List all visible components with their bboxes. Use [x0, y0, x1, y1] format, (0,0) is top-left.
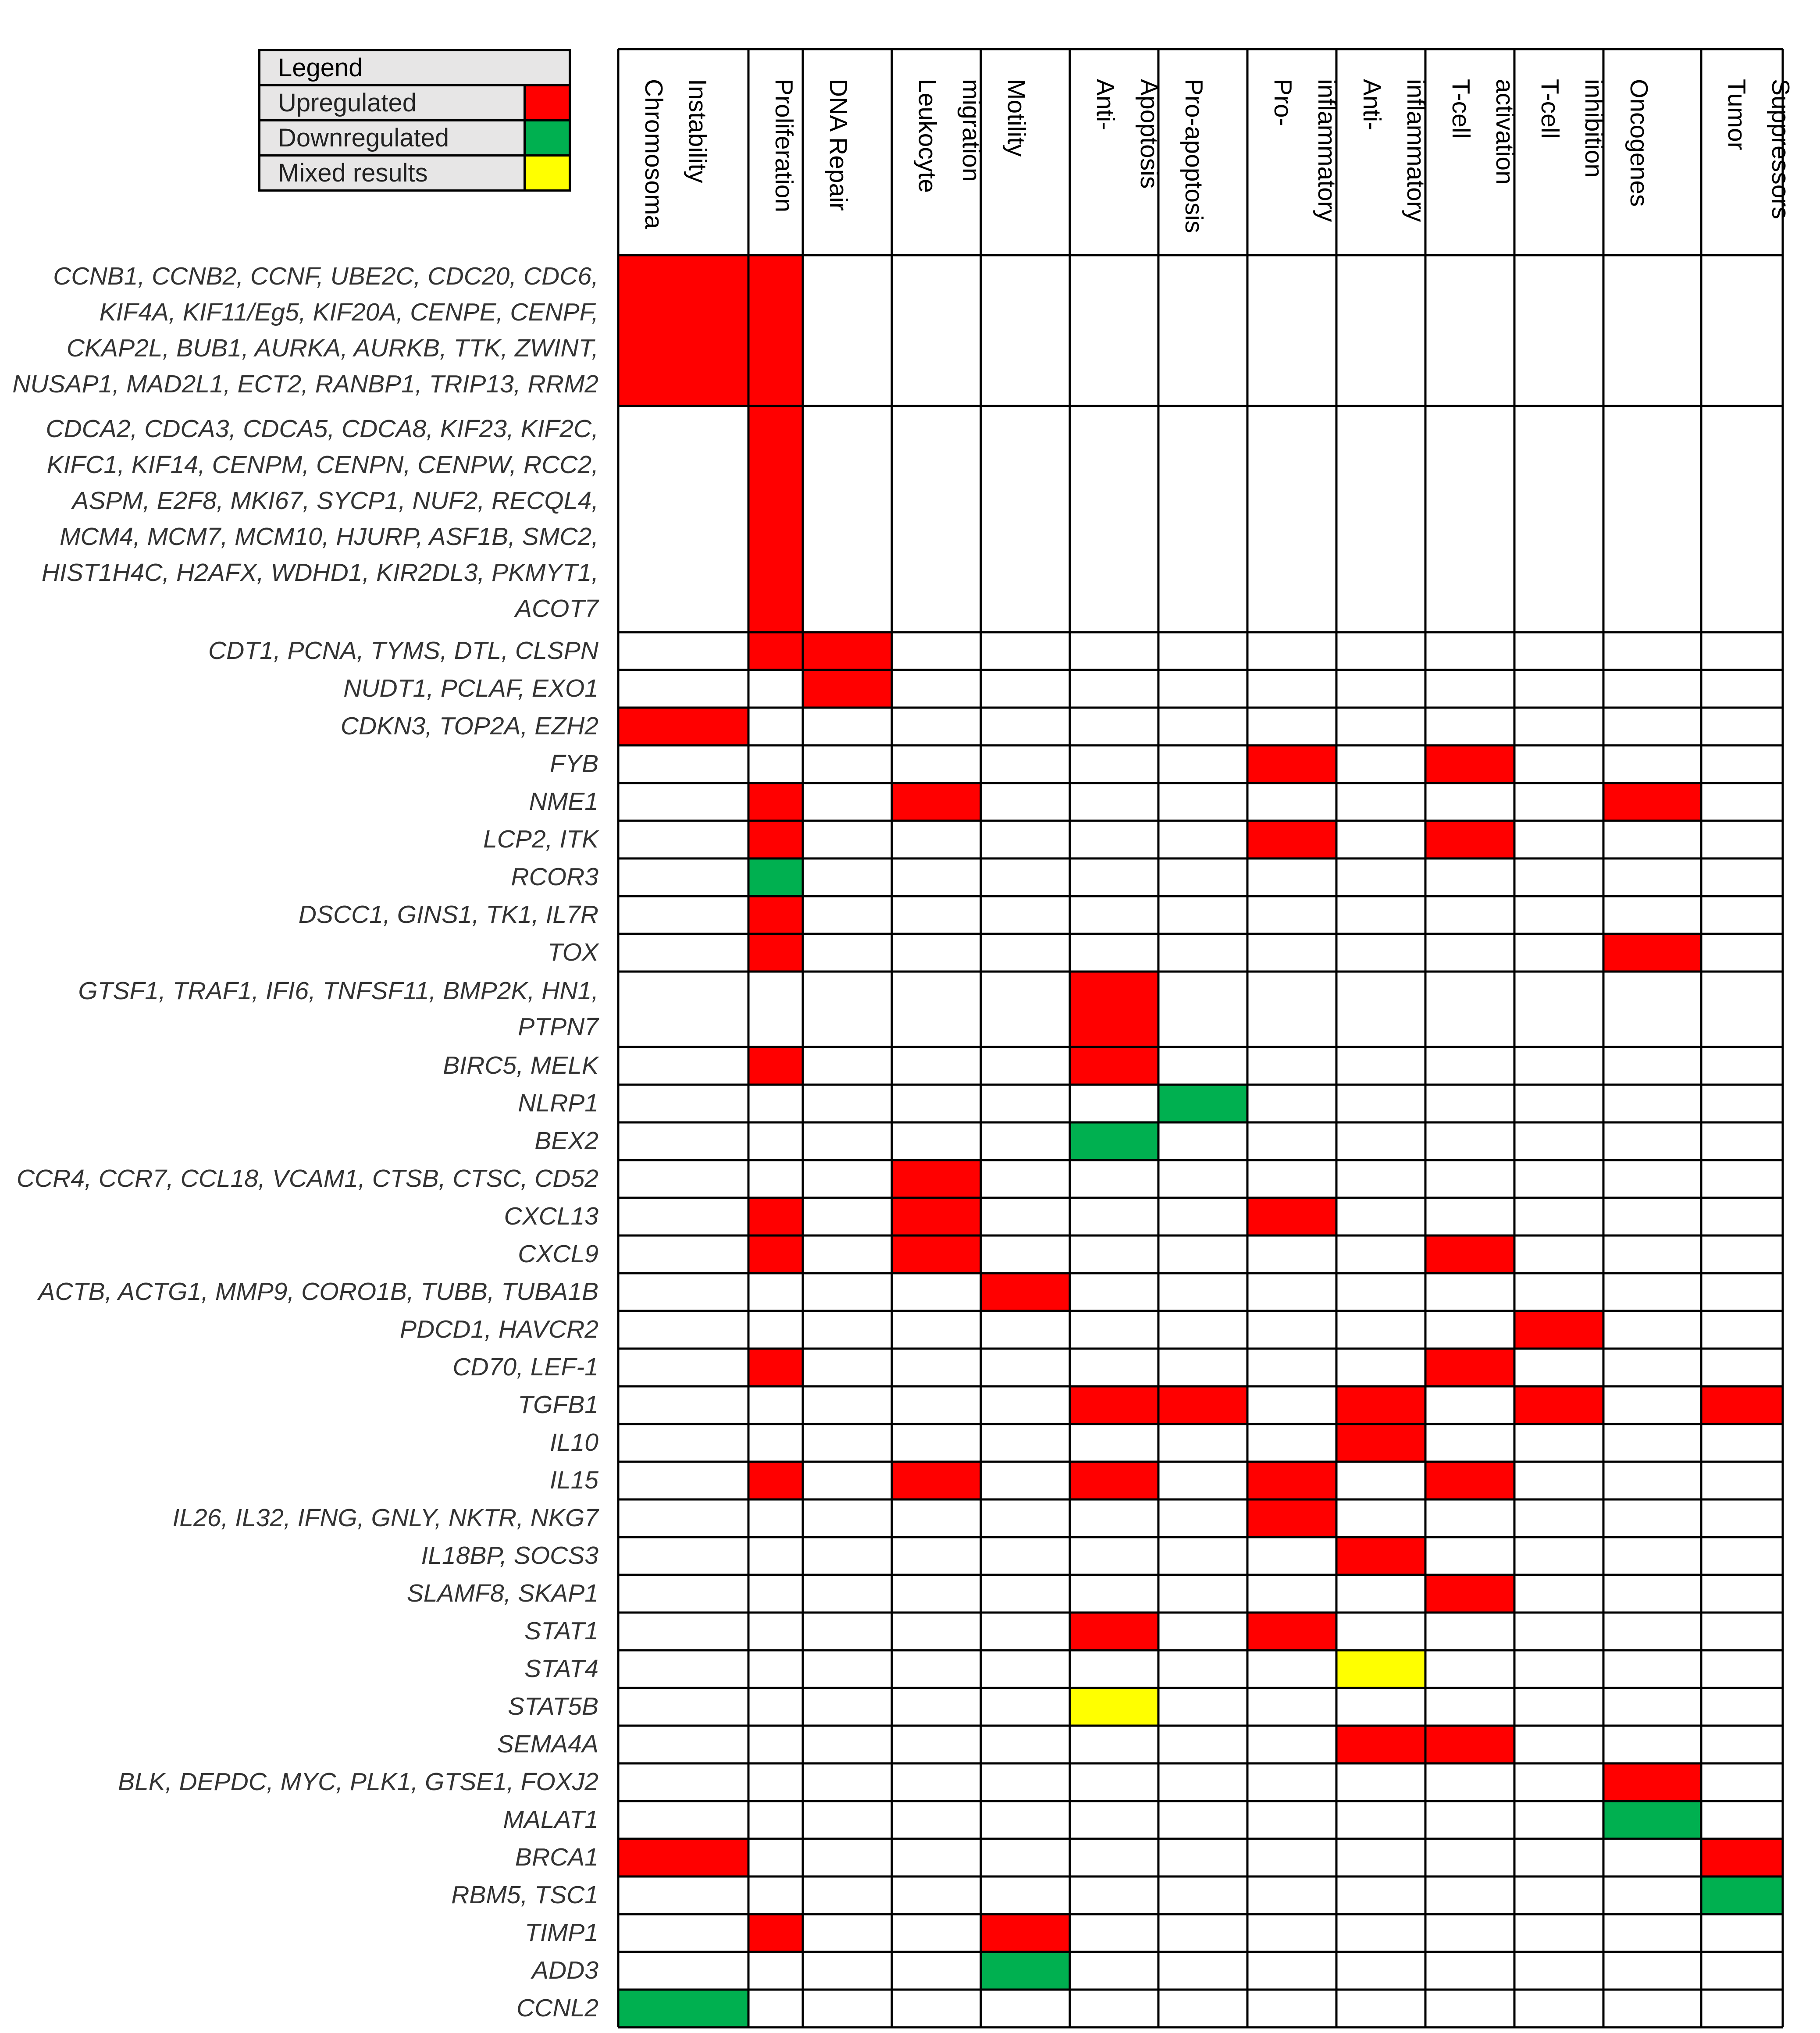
row-gene-label: DSCC1, GINS1, TK1, IL7R: [298, 901, 598, 929]
heatmap-cell: [892, 1462, 981, 1499]
heatmap-cell: [803, 670, 892, 708]
column-header-label: migration: [957, 79, 985, 182]
heatmap-cell: [1247, 1462, 1336, 1499]
column-header-label: Motility: [1002, 79, 1030, 157]
heatmap-cell: [892, 783, 981, 821]
heatmap-cell: [1425, 821, 1514, 858]
heatmap-cell: [748, 821, 803, 858]
row-gene-label: NUSAP1, MAD2L1, ECT2, RANBP1, TRIP13, RRM2: [12, 370, 598, 399]
legend-label-upregulated: Upregulated: [260, 85, 525, 121]
heatmap-cell: [1070, 1688, 1158, 1726]
column-header-label: Suppressors: [1767, 79, 1795, 219]
column-header-label: Anti-: [1091, 79, 1119, 131]
heatmap-cell: [1603, 1763, 1701, 1801]
row-gene-label: RCOR3: [511, 863, 598, 891]
column-header-label: inflammatory: [1402, 79, 1430, 222]
heatmap-cell: [748, 1047, 803, 1085]
row-gene-label: SLAMF8, SKAP1: [406, 1579, 598, 1608]
row-gene-label: IL10: [550, 1428, 598, 1457]
heatmap-cell: [1425, 1462, 1514, 1499]
heatmap-cell: [1425, 1349, 1514, 1386]
column-header-label: T-cell: [1447, 79, 1475, 139]
column-header-label: Pro-: [1269, 79, 1297, 126]
heatmap-cell: [748, 406, 803, 632]
row-gene-label: NLRP1: [518, 1089, 598, 1118]
heatmap-cell: [1425, 1575, 1514, 1613]
row-gene-label: ACOT7: [515, 595, 598, 623]
heatmap-cell: [1514, 1311, 1603, 1349]
row-gene-label: CXCL9: [518, 1240, 598, 1268]
heatmap-cell: [1603, 783, 1701, 821]
column-header-label: DNA Repair: [824, 79, 852, 211]
row-gene-label: CDCA2, CDCA3, CDCA5, CDCA8, KIF23, KIF2C,: [46, 415, 598, 443]
row-gene-label: CCR4, CCR7, CCL18, VCAM1, CTSB, CTSC, CD52: [16, 1164, 598, 1193]
row-gene-label: NUDT1, PCLAF, EXO1: [343, 674, 598, 703]
heatmap-cell: [1158, 1085, 1247, 1122]
column-header-label: Anti-: [1358, 79, 1386, 131]
heatmap-cell: [1336, 1424, 1425, 1462]
heatmap-cell: [748, 1914, 803, 1952]
heatmap-cell: [1247, 821, 1336, 858]
heatmap-cell: [892, 1160, 981, 1198]
legend-label-downregulated: Downregulated: [260, 121, 525, 156]
heatmap-cell: [1247, 745, 1336, 783]
row-gene-label: TGFB1: [518, 1391, 598, 1419]
column-header-label: Pro-apoptosis: [1180, 79, 1208, 233]
row-gene-label: STAT1: [524, 1617, 598, 1645]
row-gene-label: IL18BP, SOCS3: [421, 1542, 598, 1570]
heatmap-cell: [748, 1198, 803, 1235]
heatmap-cell: [748, 934, 803, 972]
row-gene-label: KIFC1, KIF14, CENPM, CENPN, CENPW, RCC2,: [46, 451, 598, 479]
heatmap-cell: [1701, 1839, 1783, 1876]
row-gene-label: LCP2, ITK: [483, 825, 598, 854]
heatmap-cell: [981, 1952, 1070, 1990]
heatmap-cell: [1425, 1726, 1514, 1763]
heatmap-cell: [1603, 1801, 1701, 1839]
heatmap-cell: [1425, 1235, 1514, 1273]
column-header-label: Chromosoma: [640, 79, 668, 229]
row-gene-label: IL15: [550, 1466, 598, 1495]
heatmap-cell: [892, 1235, 981, 1273]
row-gene-label: BRCA1: [515, 1843, 598, 1872]
column-header-label: T-cell: [1536, 79, 1564, 139]
column-header-label: inflammatory: [1313, 79, 1341, 222]
heatmap-cell: [1336, 1650, 1425, 1688]
row-gene-label: ASPM, E2F8, MKI67, SYCP1, NUF2, RECQL4,: [72, 487, 598, 515]
heatmap-cell: [1603, 934, 1701, 972]
row-gene-label: FYB: [550, 750, 598, 778]
heatmap-cell: [1247, 1198, 1336, 1235]
heatmap-cell: [748, 1462, 803, 1499]
heatmap-cell: [748, 1349, 803, 1386]
row-gene-label: NME1: [529, 787, 598, 816]
heatmap-cell: [1701, 1386, 1783, 1424]
heatmap-cell: [618, 708, 748, 745]
row-gene-label: IL26, IL32, IFNG, GNLY, NKTR, NKG7: [172, 1504, 598, 1532]
heatmap-cell: [618, 1839, 748, 1876]
column-header-label: Proliferation: [770, 79, 798, 213]
heatmap-cell: [1336, 1537, 1425, 1575]
row-gene-label: BIRC5, MELK: [443, 1051, 598, 1080]
heatmap-cell: [1247, 1499, 1336, 1537]
heatmap-cell: [981, 1914, 1070, 1952]
row-gene-label: PDCD1, HAVCR2: [400, 1315, 598, 1344]
heatmap-cell: [748, 896, 803, 934]
column-header-label: activation: [1491, 79, 1519, 185]
row-gene-label: BLK, DEPDC, MYC, PLK1, GTSE1, FOXJ2: [118, 1768, 598, 1796]
row-gene-label: PTPN7: [518, 1013, 598, 1041]
heatmap-cell: [1070, 1613, 1158, 1650]
row-gene-label: MCM4, MCM7, MCM10, HJURP, ASF1B, SMC2,: [60, 523, 598, 551]
legend-label-mixed: Mixed results: [260, 156, 525, 191]
heatmap-cell: [1070, 1462, 1158, 1499]
column-header-label: Apoptosis: [1135, 79, 1163, 189]
heatmap-cell: [748, 858, 803, 896]
heatmap-cell: [748, 632, 803, 670]
row-gene-label: ACTB, ACTG1, MMP9, CORO1B, TUBB, TUBA1B: [38, 1278, 598, 1306]
row-gene-label: MALAT1: [503, 1805, 598, 1834]
heatmap-cell: [1070, 1386, 1158, 1424]
column-header-label: Instability: [684, 79, 712, 183]
row-gene-label: CCNL2: [516, 1994, 598, 2022]
legend-title: Legend: [260, 50, 570, 85]
heatmap-cell: [1701, 1876, 1783, 1914]
row-gene-label: STAT4: [524, 1655, 598, 1683]
row-gene-label: CCNB1, CCNB2, CCNF, UBE2C, CDC20, CDC6,: [53, 262, 598, 291]
row-gene-label: RBM5, TSC1: [451, 1881, 598, 1909]
heatmap-cell: [981, 1273, 1070, 1311]
heatmap-cell: [748, 255, 803, 406]
row-gene-label: CXCL13: [504, 1202, 598, 1231]
heatmap-cell: [803, 632, 892, 670]
row-gene-label: BEX2: [534, 1127, 598, 1155]
column-header-label: Oncogenes: [1625, 79, 1653, 207]
heatmap-cell: [892, 1198, 981, 1235]
heatmap-cell: [1070, 1047, 1158, 1085]
column-header-label: inhibition: [1580, 79, 1608, 178]
column-header-label: Leukocyte: [913, 79, 941, 193]
heatmap-cell: [748, 1235, 803, 1273]
heatmap-cell: [1336, 1386, 1425, 1424]
heatmap-cell: [1336, 1726, 1425, 1763]
row-gene-label: CDKN3, TOP2A, EZH2: [340, 712, 598, 741]
heatmap-cell: [1070, 1122, 1158, 1160]
row-gene-label: HIST1H4C, H2AFX, WDHD1, KIR2DL3, PKMYT1,: [41, 559, 598, 587]
heatmap-cell: [1247, 1613, 1336, 1650]
row-gene-label: TIMP1: [525, 1919, 598, 1947]
row-gene-label: SEMA4A: [497, 1730, 598, 1759]
heatmap-cell: [618, 1990, 748, 2027]
column-header-label: Tumor: [1723, 79, 1751, 150]
heatmap-cell: [618, 255, 748, 406]
row-gene-label: GTSF1, TRAF1, IFI6, TNFSF11, BMP2K, HN1,: [78, 977, 598, 1005]
row-gene-label: CD70, LEF-1: [452, 1353, 598, 1381]
heatmap-cell: [1158, 1386, 1247, 1424]
heatmap-cell: [1514, 1386, 1603, 1424]
row-gene-label: STAT5B: [508, 1692, 598, 1721]
heatmap-cell: [1070, 972, 1158, 1047]
row-gene-label: KIF4A, KIF11/Eg5, KIF20A, CENPE, CENPF,: [99, 298, 598, 327]
heatmap-cell: [748, 783, 803, 821]
row-gene-label: CKAP2L, BUB1, AURKA, AURKB, TTK, ZWINT,: [66, 334, 598, 363]
heatmap-cell: [1425, 745, 1514, 783]
row-gene-label: ADD3: [531, 1956, 598, 1985]
row-gene-label: CDT1, PCNA, TYMS, DTL, CLSPN: [208, 637, 598, 665]
row-gene-label: TOX: [547, 938, 598, 967]
